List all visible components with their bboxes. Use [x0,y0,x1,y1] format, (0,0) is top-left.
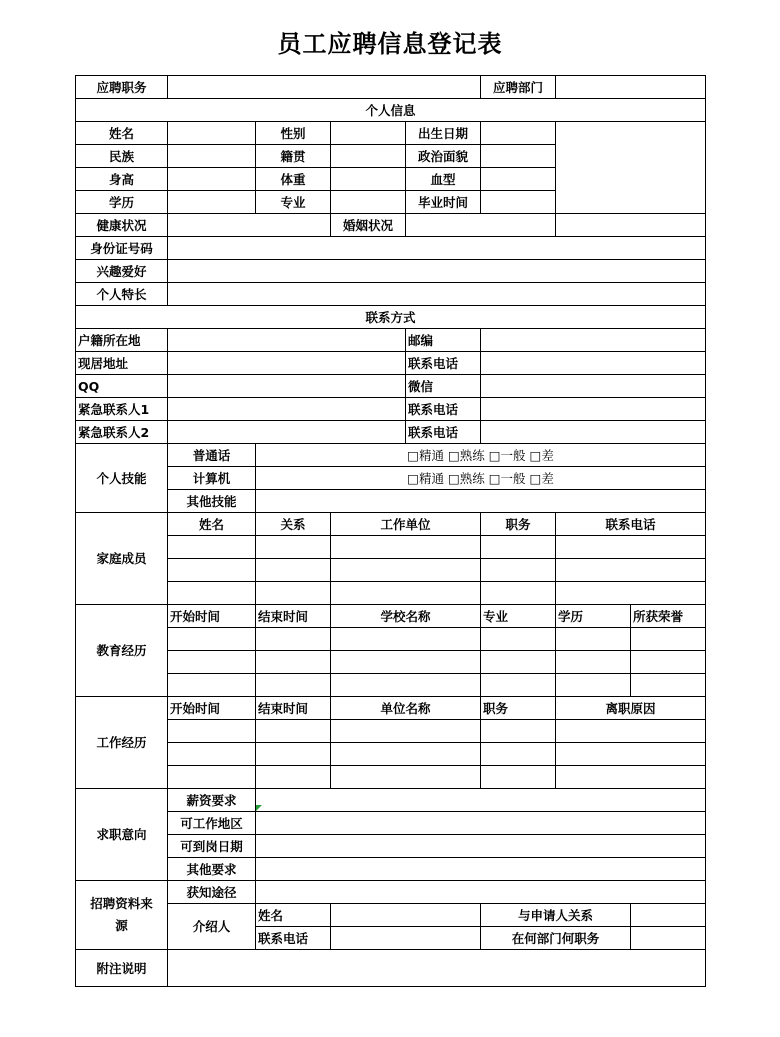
emergency-contact-2-field[interactable] [168,421,406,444]
work-header-reason: 离职原因 [556,697,706,720]
blank-cell [556,214,706,237]
row-applied-position [76,76,706,99]
emergency-contact-2-label: 紧急联系人2 [76,421,168,444]
health-field[interactable] [168,214,331,237]
edu-header-honors: 所获荣誉 [631,605,706,628]
specialty-field[interactable] [168,283,706,306]
address-label: 现居地址 [76,352,168,375]
start-date-field[interactable] [256,835,706,858]
native-place-field[interactable] [331,145,406,168]
department-field[interactable] [556,76,706,99]
blood-type-label: 血型 [406,168,481,191]
edu-header-major: 专业 [481,605,556,628]
other-skills-label: 其他技能 [168,490,256,513]
photo-area[interactable] [556,122,706,214]
weight-field[interactable] [331,168,406,191]
mandarin-level-options[interactable]: □精通 □熟练 □一般 □差 [256,444,706,467]
remarks-field[interactable] [168,950,706,987]
mandarin-label: 普通话 [168,444,256,467]
graduation-label: 毕业时间 [406,191,481,214]
marital-label: 婚姻状况 [331,214,406,237]
id-number-label: 身份证号码 [76,237,168,260]
channel-label: 获知途径 [168,881,256,904]
hukou-label: 户籍所在地 [76,329,168,352]
computer-label: 计算机 [168,467,256,490]
other-skills-field[interactable] [256,490,706,513]
work-header-start: 开始时间 [168,697,256,720]
ethnicity-field[interactable] [168,145,256,168]
qq-field[interactable] [168,375,406,398]
education-field[interactable] [168,191,256,214]
form-title: 员工应聘信息登记表 [277,29,503,58]
referrer-name-label: 姓名 [256,904,331,927]
specialty-label: 个人特长 [76,283,168,306]
height-label: 身高 [76,168,168,191]
education-row[interactable] [76,628,706,651]
emergency-phone-1-label: 联系电话 [406,398,481,421]
education-label: 学历 [76,191,168,214]
education-row[interactable] [76,674,706,697]
recruitment-source-label: 招聘资料来源 [76,881,168,950]
location-field[interactable] [256,812,706,835]
ethnicity-label: 民族 [76,145,168,168]
referrer-phone-field[interactable] [331,927,481,950]
political-status-field[interactable] [481,145,556,168]
salary-label: 薪资要求 [168,789,256,812]
native-place-label: 籍贯 [256,145,331,168]
family-header-employer: 工作单位 [331,513,481,536]
birth-label: 出生日期 [406,122,481,145]
political-status-label: 政治面貌 [406,145,481,168]
emergency-phone-2-field[interactable] [481,421,706,444]
family-label: 家庭成员 [76,513,168,605]
qq-label: QQ [76,375,168,398]
name-field[interactable] [168,122,256,145]
work-header-employer: 单位名称 [331,697,481,720]
position-label: 应聘职务 [76,76,168,99]
blood-type-field[interactable] [481,168,556,191]
cell-comment-indicator-icon [256,805,262,811]
birth-field[interactable] [481,122,556,145]
channel-field[interactable] [256,881,706,904]
other-requirements-label: 其他要求 [168,858,256,881]
family-row[interactable] [76,582,706,605]
wechat-label: 微信 [406,375,481,398]
work-row[interactable] [76,766,706,789]
edu-header-end: 结束时间 [256,605,331,628]
registration-form-table [75,75,706,987]
education-row[interactable] [76,651,706,674]
family-header-phone: 联系电话 [556,513,706,536]
health-label: 健康状况 [76,214,168,237]
referrer-label: 介绍人 [168,904,256,950]
family-row[interactable] [76,559,706,582]
address-field[interactable] [168,352,406,375]
height-field[interactable] [168,168,256,191]
computer-level-options[interactable]: □精通 □熟练 □一般 □差 [256,467,706,490]
work-row[interactable] [76,743,706,766]
referrer-dept-label: 在何部门何职务 [481,927,631,950]
id-number-field[interactable] [168,237,706,260]
name-label: 姓名 [76,122,168,145]
section-personal-info: 个人信息 [76,99,706,122]
referrer-relation-label: 与申请人关系 [481,904,631,927]
emergency-contact-1-field[interactable] [168,398,406,421]
edu-header-degree: 学历 [556,605,631,628]
other-requirements-field[interactable] [256,858,706,881]
skills-label: 个人技能 [76,444,168,513]
phone-field[interactable] [481,352,706,375]
family-row[interactable] [76,536,706,559]
family-header-position: 职务 [481,513,556,536]
location-label: 可工作地区 [168,812,256,835]
referrer-name-field[interactable] [331,904,481,927]
work-row[interactable] [76,720,706,743]
hobbies-field[interactable] [168,260,706,283]
emergency-phone-2-label: 联系电话 [406,421,481,444]
gender-field[interactable] [331,122,406,145]
marital-field[interactable] [406,214,556,237]
edu-header-school: 学校名称 [331,605,481,628]
graduation-field[interactable] [481,191,556,214]
job-intent-label: 求职意向 [76,789,168,881]
family-header-name: 姓名 [168,513,256,536]
education-history-label: 教育经历 [76,605,168,697]
section-contact: 联系方式 [76,306,706,329]
salary-field[interactable] [256,789,706,812]
phone-label: 联系电话 [406,352,481,375]
position-field[interactable] [168,76,481,99]
postcode-label: 邮编 [406,329,481,352]
start-date-label: 可到岗日期 [168,835,256,858]
referrer-relation-field[interactable] [631,904,706,927]
family-header-relation: 关系 [256,513,331,536]
department-label: 应聘部门 [481,76,556,99]
hobbies-label: 兴趣爱好 [76,260,168,283]
edu-header-start: 开始时间 [168,605,256,628]
emergency-contact-1-label: 紧急联系人1 [76,398,168,421]
wechat-field[interactable] [481,375,706,398]
gender-label: 性别 [256,122,331,145]
referrer-dept-field[interactable] [631,927,706,950]
work-history-label: 工作经历 [76,697,168,789]
postcode-field[interactable] [481,329,706,352]
major-label: 专业 [256,191,331,214]
hukou-field[interactable] [168,329,406,352]
weight-label: 体重 [256,168,331,191]
remarks-label: 附注说明 [76,950,168,987]
referrer-phone-label: 联系电话 [256,927,331,950]
work-header-position: 职务 [481,697,556,720]
emergency-phone-1-field[interactable] [481,398,706,421]
work-header-end: 结束时间 [256,697,331,720]
major-field[interactable] [331,191,406,214]
